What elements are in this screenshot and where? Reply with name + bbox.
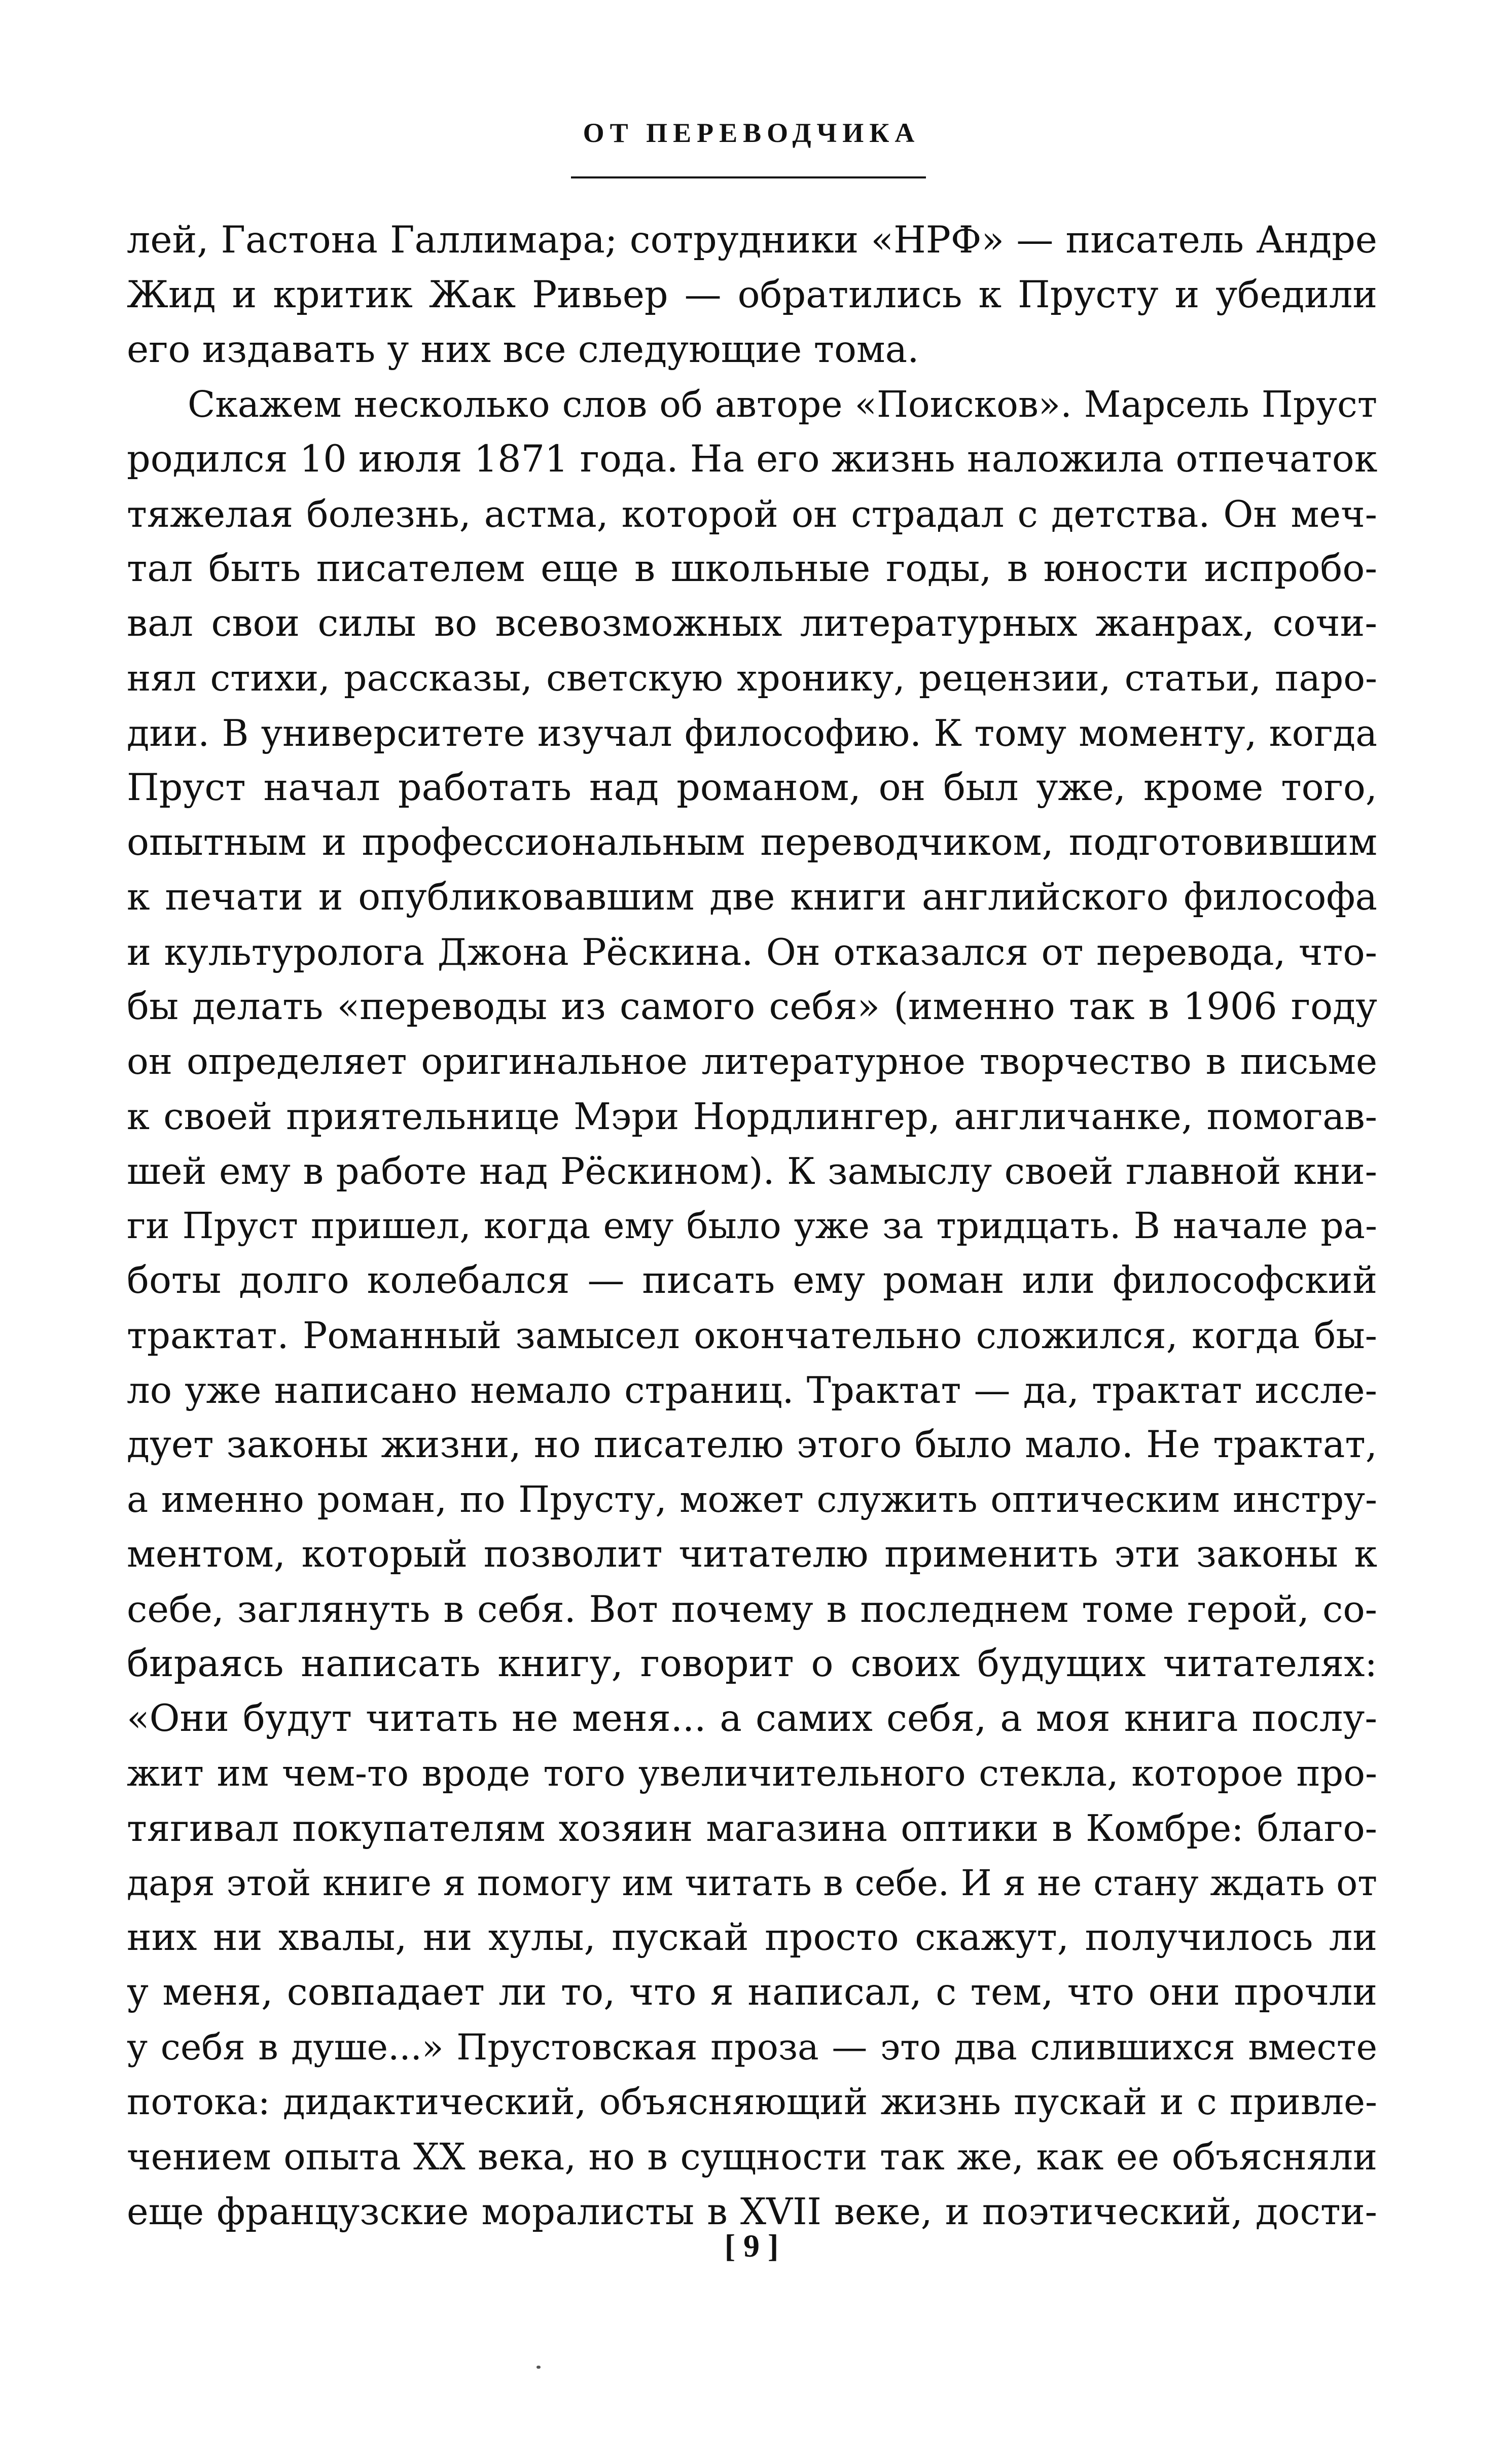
text-line: шей ему в работе над Рёскином). К замыслу своей главной кни- bbox=[127, 1150, 1377, 1192]
text-line: «Они будут читать не меня... а самих себя, а моя книга послу- bbox=[127, 1697, 1377, 1740]
text-line: боты долго колебался — писать ему роман или философский bbox=[127, 1259, 1377, 1302]
text-line: даря этой книге я помогу им читать в себе. И я не стану ждать от bbox=[127, 1862, 1377, 1904]
text-line: жит им чем-то вроде того увеличительного стекла, которое про- bbox=[127, 1752, 1377, 1794]
text-line: у себя в душе...» Прустовская проза — это два слившихся вместе bbox=[127, 2026, 1377, 2068]
text-line: нял стихи, рассказы, светскую хронику, рецензии, статьи, паро- bbox=[127, 657, 1377, 699]
text-line: тяжелая болезнь, астма, которой он страдал с детства. Он меч- bbox=[127, 493, 1377, 535]
header-rule bbox=[571, 176, 926, 178]
text-line: себе, заглянуть в себя. Вот почему в последнем томе герой, со- bbox=[127, 1588, 1377, 1630]
text-line: них ни хвалы, ни хулы, пускай просто скажут, получилось ли bbox=[127, 1916, 1377, 1959]
text-line: к своей приятельнице Мэри Нордлингер, англичанке, помогав- bbox=[127, 1095, 1377, 1138]
text-line: бы делать «переводы из самого себя» (именно так в 1906 году bbox=[127, 985, 1377, 1028]
text-line: бираясь написать книгу, говорит о своих будущих читателях: bbox=[127, 1642, 1377, 1685]
text-line: вал свои силы во всевозможных литературных жанрах, сочи- bbox=[127, 602, 1377, 645]
text-line: у меня, совпадает ли то, что я написал, с тем, что они прочли bbox=[127, 1971, 1377, 2014]
scan-speck bbox=[536, 2366, 541, 2369]
text-line: Жид и критик Жак Ривьер — обратились к Прусту и убедили bbox=[127, 273, 1377, 316]
text-line: ло уже написано немало страниц. Трактат — да, трактат иссле- bbox=[127, 1369, 1377, 1411]
text-line: еще французские моралисты в XVII веке, и поэтический, дости- bbox=[127, 2190, 1377, 2233]
text-line: лей, Гастона Галлимара; сотрудники «НРФ» — писатель Андре bbox=[127, 219, 1377, 262]
page-number: [ 9 ] bbox=[724, 2228, 779, 2264]
text-line: ги Пруст пришел, когда ему было уже за тридцать. В начале ра- bbox=[127, 1205, 1377, 1247]
text-line: его издавать у них все следующие тома. bbox=[127, 328, 919, 371]
body-text bbox=[127, 213, 1377, 2239]
text-line: тягивал покупателям хозяин магазина оптики в Комбре: благо- bbox=[127, 1807, 1377, 1850]
running-head: ОТ ПЕРЕВОДЧИКА bbox=[583, 118, 920, 148]
text-line: и культуролога Джона Рёскина. Он отказался от перевода, что- bbox=[127, 931, 1377, 973]
text-line: он определяет оригинальное литературное творчество в письме bbox=[127, 1040, 1377, 1082]
text-line: к печати и опубликовавшим две книги английского философа bbox=[127, 876, 1377, 919]
text-line: а именно роман, по Прусту, может служить оптическим инстру- bbox=[127, 1478, 1377, 1520]
text-line: тал быть писателем еще в школьные годы, в юности испробо- bbox=[127, 547, 1377, 590]
text-line: родился 10 июля 1871 года. На его жизнь наложила отпечаток bbox=[127, 438, 1378, 481]
text-line: дии. В университете изучал философию. К тому моменту, когда bbox=[127, 712, 1377, 754]
text-line: Пруст начал работать над романом, он был уже, кроме того, bbox=[127, 766, 1377, 809]
text-line: опытным и профессиональным переводчиком, подготовившим bbox=[127, 821, 1377, 864]
text-line: Скажем несколько слов об авторе «Поисков». Марсель Пруст bbox=[188, 383, 1377, 425]
text-line: дует законы жизни, но писателю этого было мало. Не трактат, bbox=[127, 1423, 1377, 1466]
text-line: потока: дидактический, объясняющий жизнь пускай и с привле- bbox=[127, 2081, 1377, 2123]
text-line: чением опыта XX века, но в сущности так же, как ее объясняли bbox=[127, 2135, 1377, 2178]
text-line: трактат. Романный замысел окончательно сложился, когда бы- bbox=[127, 1314, 1377, 1357]
text-line: ментом, который позволит читателю применить эти законы к bbox=[127, 1533, 1377, 1576]
